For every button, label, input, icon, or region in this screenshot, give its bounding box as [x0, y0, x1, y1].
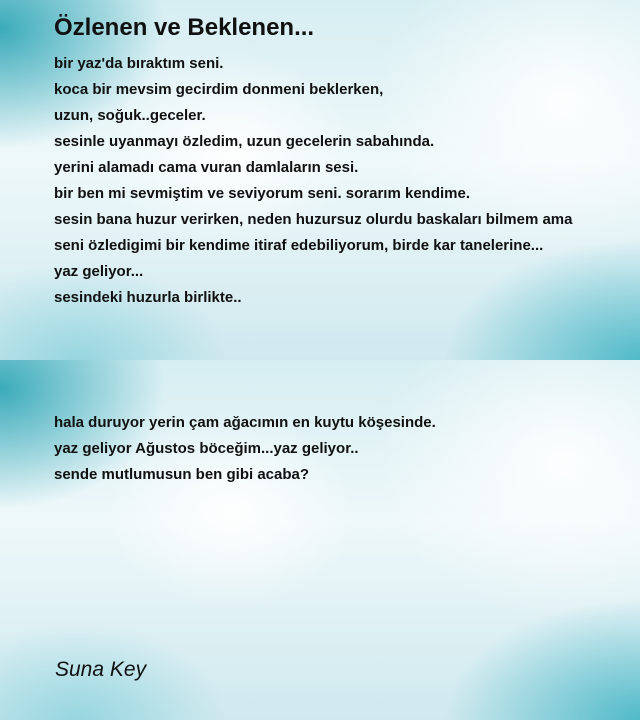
poem-line: koca bir mevsim gecirdim donmeni beklerken,	[54, 81, 384, 98]
poem-panel-bottom	[0, 360, 640, 720]
poem-line: sesindeki huzurla birlikte..	[54, 289, 242, 306]
poem-line: sesin bana huzur verirken, neden huzursuz olurdu baskaları bilmem ama	[54, 211, 573, 228]
poem-line: yaz geliyor...	[54, 263, 144, 280]
stanza-2	[54, 410, 436, 488]
poem-line: sesinle uyanmayı özledim, uzun gecelerin sabahında.	[54, 133, 435, 150]
poem-line: yerini alamadı cama vuran damlaların sesi.	[54, 159, 359, 176]
poem-author: Suna Key	[55, 658, 147, 681]
poem-line: yaz geliyor Ağustos böceğim...yaz geliyor..	[54, 440, 359, 457]
poem-line: uzun, soğuk..geceler.	[54, 107, 206, 124]
poem-line: hala duruyor yerin çam ağacımın en kuytu köşesinde.	[54, 414, 436, 431]
poem-line: bir yaz'da bıraktım seni.	[54, 55, 224, 72]
poem-line: bir ben mi sevmiştim ve seviyorum seni. sorarım kendime.	[54, 185, 471, 202]
poem-line: seni özledigimi bir kendime itiraf edebiliyorum, birde kar tanelerine...	[54, 237, 544, 254]
poem-line: sende mutlumusun ben gibi acaba?	[54, 466, 310, 483]
stanza-1	[54, 51, 572, 311]
poem-title: Özlenen ve Beklenen...	[54, 14, 315, 41]
